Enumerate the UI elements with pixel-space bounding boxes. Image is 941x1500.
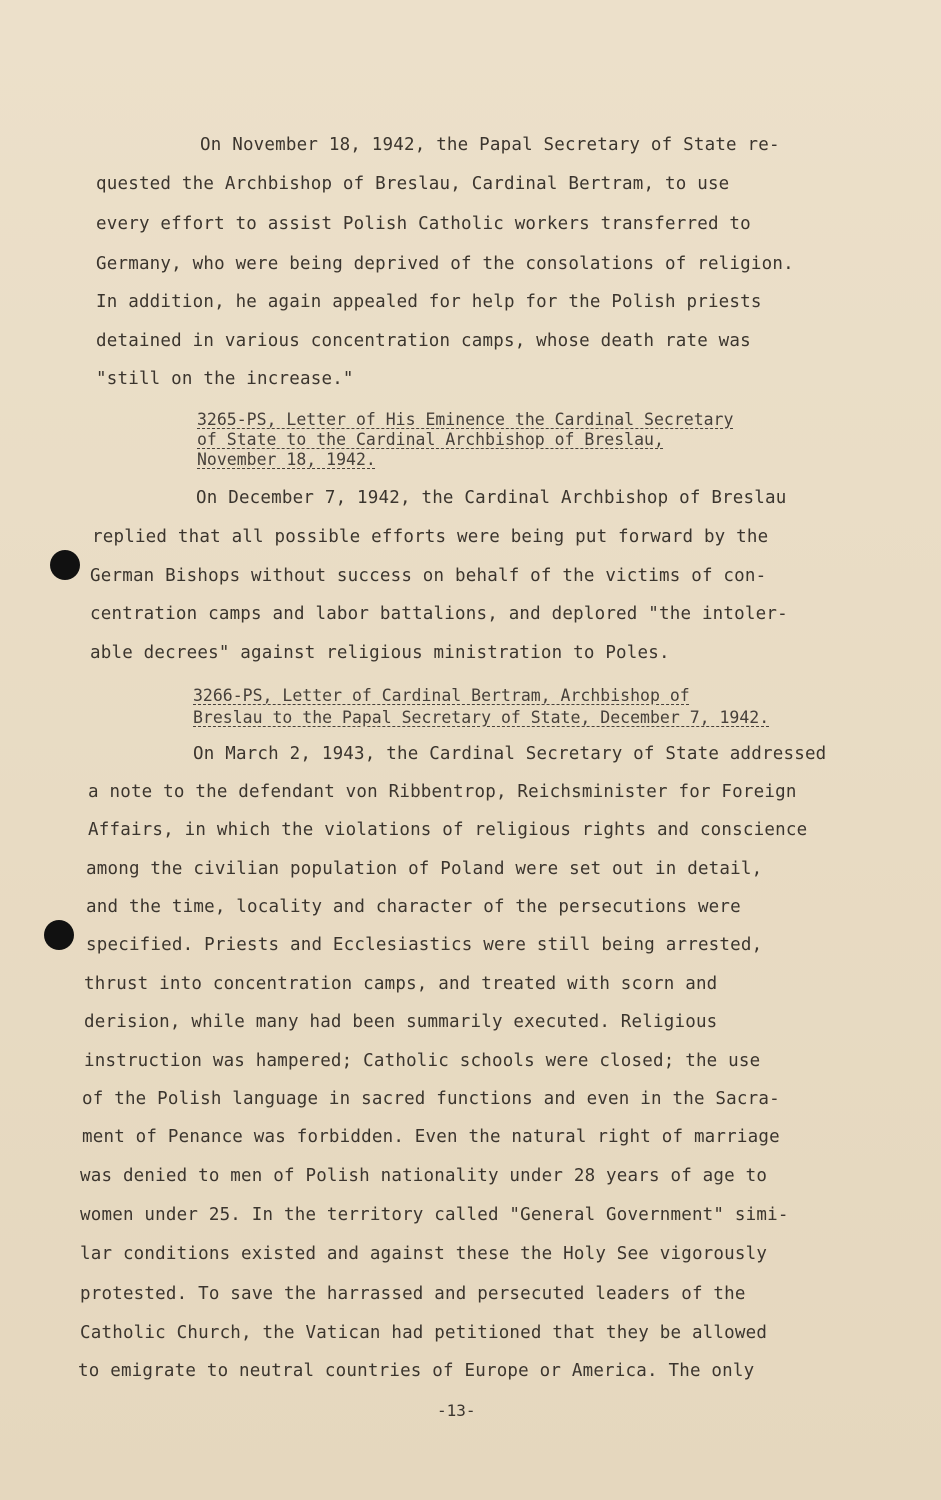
paragraph-3-line-6: specified. Priests and Ecclesiastics were still being arrested, <box>86 935 763 955</box>
paragraph-3-line-9: instruction was hampered; Catholic schools were closed; the use <box>84 1051 761 1071</box>
paragraph-3-line-5: and the time, locality and character of the persecutions were <box>86 897 741 917</box>
paragraph-3-line-1: On March 2, 1943, the Cardinal Secretary of State addressed <box>193 744 827 764</box>
paragraph-3-line-11: ment of Penance was forbidden. Even the natural right of marriage <box>82 1127 780 1147</box>
paragraph-2-line-4: centration camps and labor battalions, and deplored "the intoler- <box>90 604 788 624</box>
citation-2-line-2 <box>193 710 769 727</box>
citation-2-line-1 <box>193 688 690 705</box>
hole-punch-bottom <box>44 920 74 950</box>
paragraph-1-line-3: every effort to assist Polish Catholic workers transferred to <box>96 214 751 234</box>
paragraph-1-line-7: "still on the increase." <box>96 369 354 389</box>
paragraph-1-line-4: Germany, who were being deprived of the consolations of religion. <box>96 254 794 274</box>
paragraph-3-line-13: women under 25. In the territory called "General Government" simi- <box>80 1205 789 1225</box>
paragraph-1-line-6: detained in various concentration camps, whose death rate was <box>96 331 751 351</box>
citation-1-line-2: of State to the Cardinal Archbishop of Breslau, <box>197 430 664 449</box>
paragraph-3-line-14: lar conditions existed and against these the Holy See vigorously <box>80 1244 768 1264</box>
hole-punch-top <box>50 550 80 580</box>
page-number: -13- <box>437 1401 476 1420</box>
citation-1-line-3: November 18, 1942. <box>197 450 376 469</box>
paragraph-3-line-12: was denied to men of Polish nationality under 28 years of age to <box>80 1166 768 1186</box>
paragraph-2-line-5: able decrees" against religious ministration to Poles. <box>90 643 670 663</box>
paragraph-3-line-3: Affairs, in which the violations of religious rights and conscience <box>88 820 808 840</box>
paragraph-2-line-2: replied that all possible efforts were being put forward by the <box>92 527 769 547</box>
paragraph-2-line-3: German Bishops without success on behalf of the victims of con- <box>90 566 767 586</box>
paragraph-3-line-16: Catholic Church, the Vatican had petitioned that they be allowed <box>80 1323 768 1343</box>
citation-2-line-1-text: 3266-PS, Letter of Cardinal Bertram, Archbishop of <box>193 686 690 705</box>
citation-2-line-2-text: Breslau to the Papal Secretary of State, December 7, 1942. <box>193 708 770 727</box>
paragraph-3-line-10: of the Polish language in sacred functions and even in the Sacra- <box>82 1089 780 1109</box>
paragraph-2-line-1: On December 7, 1942, the Cardinal Archbishop of Breslau <box>196 488 787 508</box>
paragraph-3-line-4: among the civilian population of Poland were set out in detail, <box>86 859 763 879</box>
paragraph-3-line-2: a note to the defendant von Ribbentrop, Reichsminister for Foreign <box>88 782 797 802</box>
paragraph-1-line-2: quested the Archbishop of Breslau, Cardinal Bertram, to use <box>96 174 730 194</box>
citation-1-line-1: 3265-PS, Letter of His Eminence the Cardinal Secretary <box>197 410 734 429</box>
paragraph-3-line-7: thrust into concentration camps, and treated with scorn and <box>84 974 718 994</box>
paragraph-1-line-1: On November 18, 1942, the Papal Secretary of State re- <box>200 135 780 155</box>
paragraph-1-line-5: In addition, he again appealed for help for the Polish priests <box>96 292 762 312</box>
paragraph-3-line-8: derision, while many had been summarily executed. Religious <box>84 1012 718 1032</box>
paragraph-3-line-15: protested. To save the harrassed and persecuted leaders of the <box>80 1284 746 1304</box>
paragraph-3-line-17: to emigrate to neutral countries of Europe or America. The only <box>78 1361 755 1381</box>
